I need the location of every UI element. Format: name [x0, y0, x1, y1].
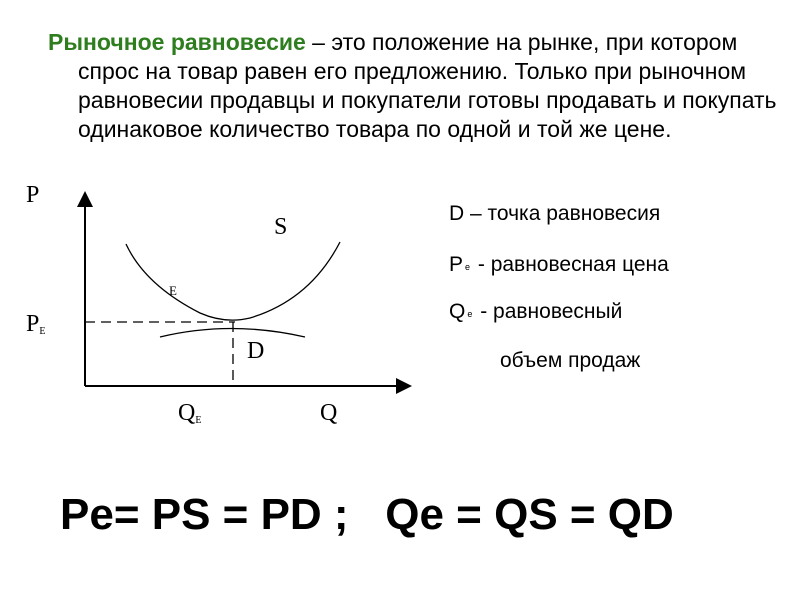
equilibrium-formula: Pe= PS = PD ; Qe = QS = QD [60, 490, 674, 539]
price-equilibrium-symbol: P [26, 311, 40, 337]
definition-term: Рыночное равновесие [48, 29, 306, 55]
legend-quantity-cont: объем продаж [500, 349, 641, 372]
y-axis-label: P [26, 182, 40, 208]
legend-point: D – точка равновесия [449, 202, 661, 225]
legend-quantity-symbol: Q [449, 300, 466, 323]
legend-price-subscript: e [465, 262, 471, 272]
legend-price [449, 253, 669, 277]
definition-body: – это положение на рынке, при котором спрос на товар равен его предложению. Только при рыночном равновесии продавцы и покупатели готовы продавать и покупать одинаковое количество товара по одной и той же цене. [78, 29, 777, 142]
price-equilibrium-label [26, 311, 45, 337]
quantity-equilibrium-label [178, 400, 201, 426]
price-equilibrium-subscript: E [39, 326, 46, 337]
legend-quantity [449, 300, 622, 324]
demand-label: D [247, 338, 265, 364]
legend-price-text: - равновесная цена [472, 253, 669, 276]
equilibrium-point-label: E [169, 283, 177, 298]
quantity-equilibrium-subscript: E [195, 415, 202, 426]
x-axis-label: Q [320, 400, 338, 426]
supply-curve [126, 242, 340, 320]
quantity-equilibrium-symbol: Q [178, 400, 196, 426]
legend-price-symbol: P [449, 253, 464, 276]
legend-quantity-subscript: e [467, 309, 473, 319]
definition-text [48, 28, 798, 144]
supply-label: S [274, 214, 288, 240]
equilibrium-graph [0, 170, 430, 440]
legend-quantity-text: - равновесный [474, 300, 623, 323]
